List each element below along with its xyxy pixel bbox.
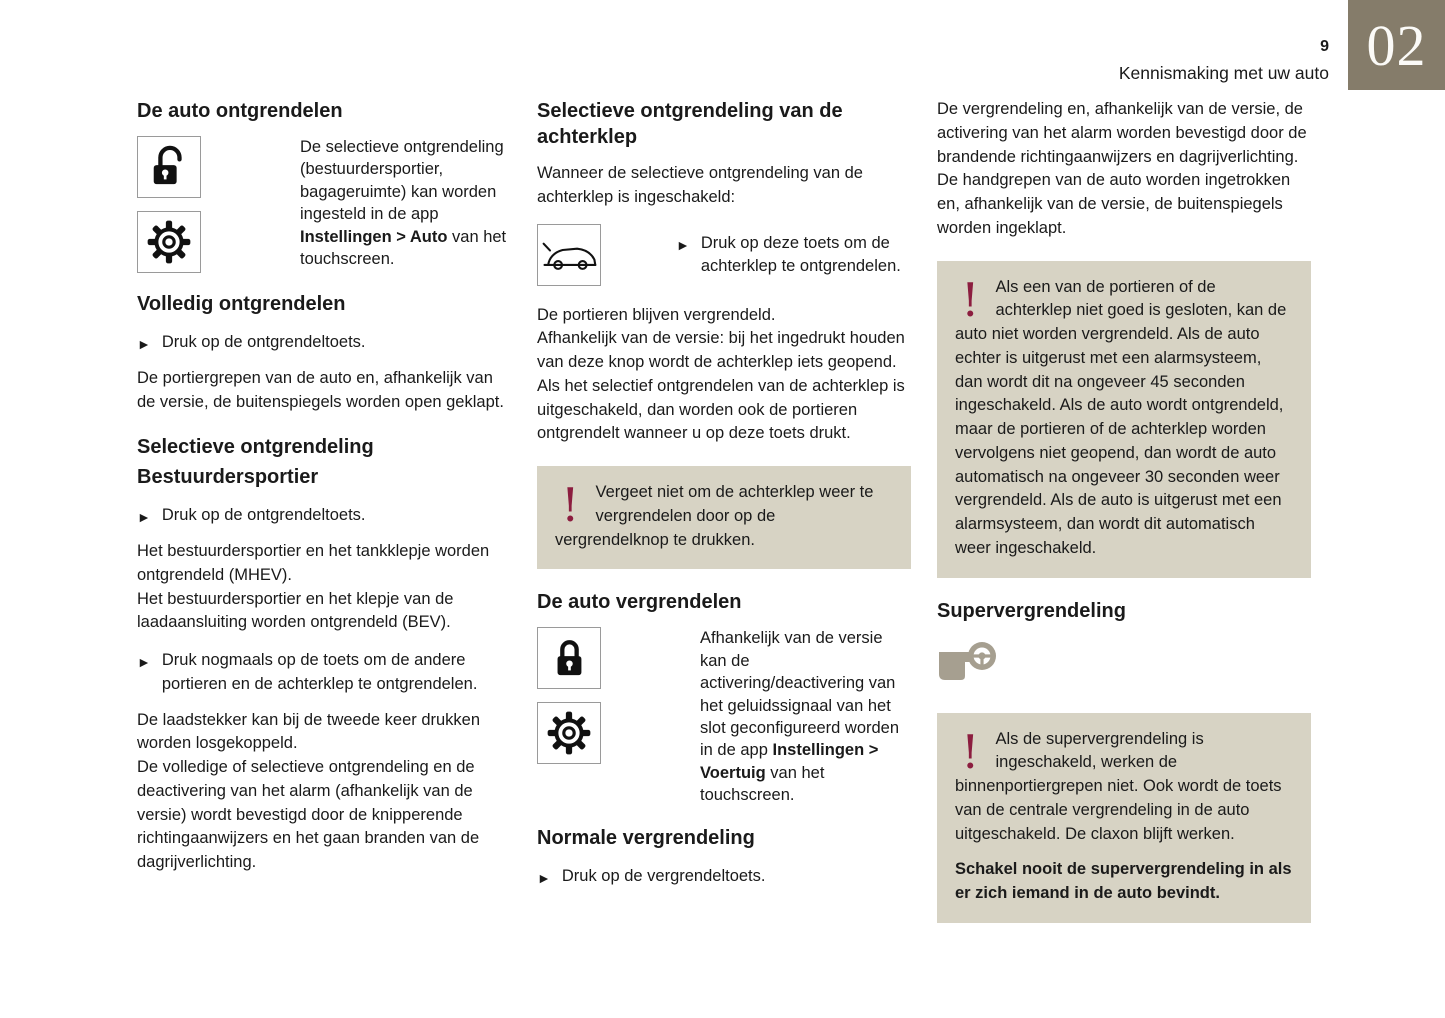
- warning-box: [937, 261, 1311, 578]
- settings-gear-icon: [144, 217, 194, 267]
- lock-icon: [548, 634, 590, 682]
- tailgate-icon-box: [537, 224, 601, 286]
- unlock-icon: [148, 143, 190, 191]
- unlock-settings-icon-row: [137, 136, 511, 273]
- section-heading-tailgate-unlock: Selectieve ontgrendeling van de achterklep: [537, 100, 843, 148]
- section-heading-selective-unlock: Selectieve ontgrendeling: [137, 436, 374, 459]
- icon-column: [537, 627, 601, 764]
- paragraph-group: [537, 304, 911, 447]
- lock-text-pre: Afhankelijk van de versie kan de activering/deactivering van het geluidssignaal van het slot geconfigureerd worden in de app: [700, 629, 900, 760]
- intro-text-bold: Instellingen > Auto: [300, 227, 448, 246]
- lock-text-bold: Instellingen > Voertuig: [700, 741, 879, 782]
- settings-gear-icon: [544, 708, 594, 758]
- paragraph: De laadstekker kan bij de tweede keer drukken worden losgekoppeld.: [137, 710, 481, 753]
- section-heading-unlock: De auto ontgrendelen: [137, 100, 343, 122]
- bullet-text: Druk op deze toets om de achterklep te ontgrendelen.: [700, 233, 901, 276]
- instruction-bullet: [137, 649, 511, 697]
- instruction-bullet: [537, 865, 911, 889]
- lock-intro-text: [700, 627, 911, 807]
- chapter-number: 02: [1366, 12, 1427, 78]
- paragraph-group: [937, 98, 1311, 241]
- column-3: [937, 98, 1311, 943]
- paragraph: De portiergrepen van de auto en, afhankelijk van de versie, de buitenspiegels worden open geklapt.: [137, 368, 504, 411]
- section-heading-lock-car: De auto vergrendelen: [537, 591, 742, 614]
- bullet-arrow-icon: ►: [137, 654, 151, 670]
- column-1: [137, 98, 511, 943]
- unlock-intro-text: [300, 136, 511, 271]
- paragraph-group: [137, 540, 511, 635]
- unlock-icon-box: [137, 136, 201, 198]
- bullet-arrow-icon: ►: [137, 336, 151, 352]
- column-2: [537, 98, 911, 943]
- instruction-bullet: [137, 504, 511, 528]
- instruction-bullet: [137, 331, 511, 355]
- warning-text: Vergeet niet om de achterklep weer te vergrendelen door op de vergrendelknop te drukken.: [555, 483, 874, 549]
- super-lock-icon-wrap: [937, 636, 1311, 693]
- paragraph: De vergrendeling en, afhankelijk van de versie, de activering van het alarm worden bevestigd door de brandende richtingaanwijzers en dagrijverlichting.: [937, 100, 1307, 166]
- bullet-text: Druk op de ontgrendeltoets.: [161, 506, 366, 525]
- chapter-tab: [1348, 0, 1445, 90]
- warning-bold-text: Schakel nooit de supervergrendeling in als er zich iemand in de auto bevindt.: [955, 860, 1292, 902]
- bullet-text: Druk nogmaals op de toets om de andere portieren en de achterklep te ontgrendelen.: [161, 651, 478, 693]
- bullet-arrow-icon: ►: [137, 509, 151, 526]
- paragraph: De handgrepen van de auto worden ingetrokken en, afhankelijk van de versie, de buitenspiegels worden ingeklapt.: [937, 171, 1291, 237]
- section-heading-normal-lock: Normale vergrendeling: [537, 826, 755, 849]
- icon-column: [137, 136, 201, 273]
- paragraph: De volledige of selectieve ontgrendeling en de deactivering van het alarm (afhankelijk van de versie) wordt bevestigd door de knipperende richtingaanwijzers en het gaan branden van de dagrijverlichting.: [137, 758, 480, 871]
- section-heading-super-lock: Supervergrendeling: [937, 599, 1126, 622]
- paragraph: Het bestuurdersportier en het tankklepje worden ontgrendeld (MHEV).: [137, 542, 490, 584]
- intro-text-pre: De selectieve ontgrendeling (bestuurdersportier, bagageruimte) kan worden ingesteld in de app: [300, 138, 504, 224]
- section-heading-driver-door: Bestuurdersportier: [137, 466, 319, 489]
- page-number: 9: [1320, 38, 1329, 55]
- warning-text: Als de supervergrendeling is ingeschakeld, werken de binnenportiergrepen niet. Ook wordt de toets van de centrale vergrendeling in de auto uitgeschakeld. De claxon blijft werken.: [955, 729, 1282, 843]
- lock-icon-box: [537, 627, 601, 689]
- settings-gear-icon-box: [137, 211, 201, 273]
- paragraph: De portieren blijven vergrendeld.: [537, 305, 776, 324]
- bullet-text: Druk op de ontgrendeltoets.: [161, 333, 366, 351]
- lock-settings-icon-row: [537, 627, 911, 807]
- warning-box: [537, 466, 911, 569]
- paragraph-group: [137, 709, 511, 875]
- warning-exclamation-icon: !: [961, 724, 980, 779]
- bullet-arrow-icon: ►: [537, 869, 551, 886]
- lock-text-post: van het touchscreen.: [700, 763, 825, 805]
- paragraph: Het bestuurdersportier en het klepje van de laadaansluiting worden ontgrendeld (BEV).: [137, 589, 454, 632]
- instruction-bullet: [676, 232, 911, 280]
- paragraph: Als het selectief ontgrendelen van de achterklep is uitgeschakeld, dan worden ook de portieren ontgrendelt wanneer u op deze toets drukt.: [537, 376, 905, 443]
- warning-box: [937, 713, 1311, 923]
- paragraph: Afhankelijk van de versie: bij het ingedrukt houden van deze knop wordt de achterklep iets geopend.: [537, 329, 905, 371]
- settings-gear-icon-box: [537, 702, 601, 764]
- tailgate-icon-row: [537, 224, 911, 286]
- warning-exclamation-icon: !: [561, 478, 580, 532]
- chapter-title: Kennismaking met uw auto: [1118, 63, 1329, 83]
- warning-exclamation-icon: !: [961, 272, 980, 327]
- bullet-arrow-icon: ►: [676, 236, 690, 253]
- super-lock-icon: [937, 636, 1005, 688]
- car-tailgate-open-icon: [540, 236, 598, 274]
- bullet-text: Druk op de vergrendeltoets.: [561, 866, 766, 885]
- warning-text: Als een van de portieren of de achterklep niet goed is gesloten, kan de auto niet worden vergrendeld. Als de auto echter is uitgerust met een alarmsysteem, dan wordt dit na ongeveer 45 seconden ingeschakeld. Als de auto wordt ontgrendeld, maar de portieren of de achterklep worden vervolgens niet geopend, dan wordt de auto automatisch na ongeveer 30 seconden weer vergrendeld. Als de auto is uitgerust met een alarmsysteem, dan wordt dit automatisch weer ingeschakeld.: [955, 277, 1287, 557]
- section-heading-full-unlock: Volledig ontgrendelen: [137, 293, 346, 315]
- content-columns: [137, 98, 1311, 943]
- intro-text-post: van het touchscreen.: [300, 227, 507, 269]
- paragraph: Wanneer de selectieve ontgrendeling van de achterklep is ingeschakeld:: [537, 164, 863, 206]
